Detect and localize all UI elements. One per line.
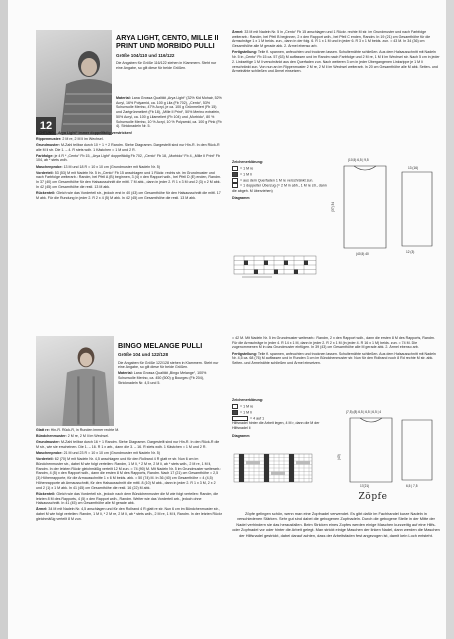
aermel-text: 34 M mit Nadeln Nr. 4,5 anschlagen und für den Rollrand 4 R glatt re str. Nun 6 cm im Bündchenmuster str., dabei M wie folgt verteilen: Randm, 1 M li, * 2 M re, 2 M li, ab * stets wdh., 2 M re, 1 M li, Randm. In der letzten Rückr gleichmäßig verteilt 8 M zun. — [36, 507, 222, 521]
aermel-continued-paragraph: = 42 M. Mit Nadeln Nr. 5 im Grundmuster weiterarb.: Randm, 2 x den Rapport wdh., dann die ersten 8 M des Rapports, Randm. Für die Armschräge in jeder 4. R 14 x 1 M, dann in jeder 2. R 2 x 1 M (in jeder 4. R 16 x 1 M) beids. zun. = 74 M. Die zugenommenen M in das Grundmuster einfügen. In 39 (43) cm Gesamthöhe alle M gerade abk. 2. Ärmel ebenso arb. — [232, 336, 435, 350]
grundmuster-label: Grundmuster: — [36, 440, 60, 445]
legend-title: Zeichenerklärung: — [232, 398, 264, 402]
vorderteil-label: Vorderteil: — [36, 457, 54, 462]
legend-text: = 1 M re — [240, 403, 254, 408]
article-bingo-body — [36, 428, 222, 523]
glatt-re-label: Glatt re: — [36, 428, 50, 432]
article-arya-right-column — [232, 30, 440, 75]
vorderteil-paragraph — [36, 171, 222, 190]
legend-item — [232, 172, 328, 177]
aermel-label: Ärmel: — [232, 30, 244, 34]
rueckenteil-text: Gleich wie das Vorderteil str., jedoch nach dem Bündchenmuster die M wie folgt verteilen: Randm, die letzten 8 M des Rapports, 4 (5) x den Rapport wdh., Randm. Weiter wie das Vorderteil arb., jedoch ohne Halsausschnitt. In 41 (45) cm Gesamthöhe alle M gerade abk. — [36, 491, 219, 506]
legend-item — [232, 404, 328, 409]
farbfolge-label: Farbfolge: — [36, 153, 54, 158]
knit-symbol-icon — [232, 166, 238, 171]
schematic-height-label: (37) 34 — [331, 201, 335, 212]
maschenprobe-paragraph — [36, 165, 222, 170]
aermel-label: Ärmel: — [36, 507, 48, 512]
article-title: ARYA LIGHT, CENTO, MILLE II PRINT UND MORBIDO PULLI — [116, 33, 219, 51]
legend-arya — [232, 160, 328, 202]
vorderteil-label: Vorderteil: — [36, 170, 54, 175]
diagram-title: Diagramm — [232, 196, 250, 201]
fertigstellung-paragraph — [232, 352, 440, 366]
zoepfe-text: Zöpfe gelingen schön, wenn man eine Zopfnadel verwendet. Es gibt dafür im Fachhandel kurze Nadeln in verschiedenen Stärken. Sehr gut sind dabei die gebogenen Zopfnadeln. Durch die gebogene Stelle in der Mitte der Nadel verhindern sie das herausfallen. Beim Stricken eines Zopfes werden einige Maschen kurzzeitig auf eine Hilfs- oder Zopfnadel vor oder hinter die Arbeit gelegt. Man strickt einige Maschen der linken Nadel, dann werden die Maschen der Hilfsnadel gestrickt, dabei darauf achten, dass der Arbeitsfaden fest angezogen ist, damit kein Loch entsteht. — [232, 511, 440, 538]
glatt-re-paragraph — [36, 428, 222, 433]
material-text: Lana Grossa Qualität „Arya Light“ (32% Kid Mohair, 52% Acryl, 16% Polyamid, ca. 100 g Lila (Fb 702), „Cento“, 53% Schurwolle Merino, 47% Acryl, je ca. 100 g Grünmeliert (Fb 15) und Zartgrünmeliert (Fb 18), „Mille II Print“, 50% Merino extrafein, 50% Acryl, ca. 100 g Lilameliert (Fb 104) und „Morbido“, 80 % Schurwolle Merino, 10 % Acryl, 10 % Polyamid, ca. 100 g Pink (Fb 4). Stricknadeln Nr. 5. — [116, 96, 222, 129]
material-label: Material: — [116, 96, 131, 100]
maschenprobe-label: Maschenprobe: — [36, 451, 63, 456]
article-arya-header — [116, 34, 222, 72]
material-paragraph — [116, 96, 222, 129]
aermel-paragraph — [232, 30, 440, 49]
legend-text: = 1 doppelter Überzug (= 2 M in abh., 1 M re str., dann die abgeh. M überziehen) — [232, 183, 327, 193]
legend-title: Zeichenerklärung: — [232, 160, 264, 164]
schematic-height-label: (43) — [337, 454, 341, 460]
rippenmuster-text: 2 M re, 2 M li im Wechsel. — [62, 136, 104, 141]
chart-diagram-arya — [232, 252, 322, 282]
schematic-width-label: 17(21) — [360, 484, 370, 488]
schematic-arya — [330, 152, 442, 258]
aermel-paragraph — [36, 507, 222, 521]
rueckenteil-paragraph — [36, 191, 222, 200]
achtung-text: ACHTUNG: „Arya Light“ immer doppelfädig verstricken! — [36, 130, 133, 135]
buendchen-label: Bündchenmuster: — [36, 434, 67, 439]
glatt-re-text: Hin-R. Rück-R, in Runden immer rechte M. — [50, 428, 120, 432]
achtung-note — [36, 131, 222, 136]
grundmuster-paragraph — [36, 143, 222, 152]
cable-symbol-icon — [232, 416, 248, 421]
fertigstellung-label: Fertigstellung: — [232, 351, 257, 356]
material-paragraph — [118, 371, 222, 385]
schematic-sleeve-width-label: 13 (16) — [408, 166, 419, 170]
rueckenteil-label: Rückenteil: — [36, 190, 56, 195]
fertigstellung-label: Fertigstellung: — [232, 50, 257, 55]
diagram-title: Diagramm — [232, 433, 250, 438]
photo-bingo-pulli — [36, 336, 114, 426]
farbfolge-paragraph — [36, 154, 222, 163]
buendchen-paragraph — [36, 434, 222, 439]
grundmuster-label: Grundmuster: — [36, 142, 60, 147]
vorderteil-text: 62 (70) M mit Nadeln Nr. 4,5 anschlagen und für den Rollrand 4 R glatt re str. Nun 6 cm im Bündchenmuster str., dabei M wie folgt verteilen: Randm, 1 M li, * 2 M re, 2 M li, ab * stets wdh., 2 M re, 1 M li, Randm. In der letzten Rückr gleichmäßig verteilt 12 M zun. = 74 (90) M. Mit Nadeln Nr. 5 im Grundmuster weiterarb.: Randm, 4 (5) x den Rapport wdh., dann die ersten 8 M des Rapports, Randm. Nach 17 (21) cm Gesamthöhe = 2,5 (3) Höhenrapporte, für die Armausschnitte 1 x 6 M beids. abk. = 50 (74) M. In 36 (40) cm Gesamthöhe = 4 (4,5) Höhenrapporte ab Armausschnitt, für den Halsausschnitt die mittl. 8 (10) M abk., dann in jeder 2. R 1 x 3 M, 2 x 2 und 2 (1) x 1 M abk. In 41 (45) cm Gesamthöhe die restl. 16 (22) M abk. — [36, 457, 222, 490]
article-arya-body — [36, 96, 222, 202]
legend-item — [232, 183, 328, 193]
purl-symbol-icon — [232, 410, 238, 415]
material-label: Material: — [118, 371, 133, 376]
maschenprobe-paragraph — [36, 451, 222, 456]
article-bingo-header — [118, 342, 222, 387]
article-sizes: Größe 104 und 122/128 — [118, 352, 169, 358]
legend-text: = aus dem Querfaden 1 M re verschränkt zun. — [240, 177, 314, 182]
legend-text: = 1 M re — [240, 165, 254, 170]
legend-item — [232, 178, 328, 183]
schematic-top-label: (7,5) (8) 6,5 | 6,5 | 6,5 | 4 — [346, 410, 382, 414]
schematic-bingo — [336, 404, 442, 488]
schematic-top-label: (10,5) 6,5 | 9,5 — [348, 158, 369, 162]
grundmuster-text: M-Zahl teilbar durch 10 + 1 + 2 Randm. Siehe Diagramm. Dargestellt sind nur Hin-R. In den Rück-R alle M li str. Die 1. – 4. R stets wdh. 1 Kästchen = 1 M und 2 R. — [36, 142, 220, 152]
aermel-text: 33 M mit Nadeln Nr. 5 in „Cento“ Fb 15 anschlagen und 1 Rückr. rechte M str. im Grundmuster und nach Farbfolge weiterarb.: Randm, bei Pfeil B beginnen, 2 x den Rapport wdh., bei Pfeil C enden, Randm. In 19 (21) cm Gesamthöhe für die Armschräge 1 x 1 M beids. zun., dann in der folg. 6. R 1 x 1 M und in jeder 6. R 3 x 1 M beids. zun. = 43 M. In 34 (36) cm Gesamthöhe alle M gerade abk. 2. Ärmel ebenso arb. — [232, 30, 431, 49]
legend-item — [232, 416, 328, 421]
legend-item — [232, 166, 328, 171]
zoepfe-title: Zöpfe — [358, 492, 388, 502]
maschenprobe-text: 13 M und 18 R = 10 x 10 cm (Grundmuster mit Nadeln Nr. 5) — [63, 164, 160, 169]
vorderteil-text: 53 (53) M mit Nadeln Nr. 5 in „Cento“ Fb 15 anschlagen und 1 Rückr. rechts str. im Grundmuster und nach Farbfolge weiterarb.: Randm, bei Pfeil A (B) beginnen, 3 (4) x den Rapport wdh., bei Pfeil D (E) enden, Randm. In 37 (40) cm Gesamthöhe für den Halsausschnitt die mittl. 7 M abk., dann in jeder 2. R 1 x 3 M und 2 (3) x 2 M abk. In 42 (45) cm Gesamthöhe die restl. 13 M abk. — [36, 170, 221, 189]
fertigstellung-paragraph — [232, 50, 440, 74]
fertigstellung-text: Teile fl. spannen, anfeuchten und trocknen lassen. Schulternähte schließen. Aus dem Halsausschnitt mit Nadeln Nr. 4,5 ca. 68 (76) M auffassen und in Runden 3 cm im Bündchenmuster str. Nun für den Rollrand noch 8 Rd rechte M str. abk. Seiten- und Ärmelnähte schließen und Ärmel einsetzen. — [232, 351, 436, 366]
article-intro: Die Angaben für Größe 122/128 stehen in Klammern. Steht nur eine Angabe, so gilt diese für beide Größen. — [118, 360, 219, 370]
purl-symbol-icon — [232, 172, 238, 177]
schematic-sleeve-bottom-label: 6,5 | 7,5 — [406, 484, 418, 488]
farbfolge-text: je 4 R * „Cento“ Fb 15, „Arya Light“ doppelfädig Fb 702, „Cento“ Fb 18, „Morbido“ Fb 4, „Mille II Print“ Fb 104, ab * stets wdh. — [36, 153, 220, 163]
legend-text: = 4 auf 1 — [250, 415, 265, 420]
material-text: Lana Grossa Qualität „Bingo Melange“, 100% Schurwolle Merino, ca. 450 (500) g Bourgeu (Fb 204), Stricknadeln Nr. 4,5 und 5. — [118, 371, 207, 385]
legend-text: = 1 M li — [240, 171, 252, 176]
legend-item: Hilfsnadel hinter die Arbeit legen, 4 M r, dann die M der Hilfsnadel li — [232, 421, 320, 431]
maschenprobe-label: Maschenprobe: — [36, 164, 63, 169]
maschenprobe-text: 21 M und 23 R = 10 x 10 cm (Grundmuster mit Nadeln Nr. 5) — [63, 451, 160, 456]
schematic-width-label: (40,5) 40 — [356, 252, 369, 256]
rueckenteil-paragraph — [36, 492, 222, 506]
vorderteil-paragraph — [36, 457, 222, 490]
page-number-badge: 12 — [36, 117, 56, 135]
legend-bingo — [232, 398, 328, 439]
page-edge-left — [0, 0, 8, 639]
child-figure-illustration — [56, 342, 114, 426]
grundmuster-text: M-Zahl teilbar durch 16 + 1 Randm. Siehe Diagramm. Dargestellt sind nur Hin-R. In den Rück-R die M str., wie sie erscheinen. Die 1. – 16. R 1 x arb., dann die 3. – 16. R stets wdh. 1 Kästchen = 1 M und 2 R. — [36, 440, 220, 449]
page-edge-right — [446, 0, 454, 639]
article-sizes: Größe 104/110 und 116/122 — [116, 52, 175, 58]
article-title: BINGO MELANGE PULLI — [118, 341, 203, 350]
article-bingo-right-column — [232, 336, 440, 367]
knit-symbol-icon — [232, 404, 238, 409]
grundmuster-paragraph — [36, 440, 222, 449]
legend-text: = 1 M li — [240, 409, 252, 414]
rueckenteil-text: Gleich wie das Vorderteil str., jedoch erst in 40 (43) cm Gesamthöhe für den Halsausschnitt die mittl. 17 M abk. Für die Rundung in jeder 2. R 2 x 4 (5) M abk. In 42 (45) cm Gesamthöhe die restl. 13 M abk. — [36, 190, 221, 200]
rippenmuster-paragraph — [36, 137, 222, 142]
legend-item — [232, 410, 328, 415]
increase-symbol-icon — [232, 178, 238, 183]
rueckenteil-label: Rückenteil: — [36, 491, 56, 496]
article-intro: Die Angaben für Größe 116/122 stehen in Klammern. Steht nur eine Angabe, so gilt diese für beide Größen. — [116, 61, 217, 70]
schematic-sleeve-bottom-label: 12 (3) — [406, 250, 415, 254]
buendchen-text: 2 M re, 2 M li im Wechsel. — [67, 434, 110, 439]
rippenmuster-label: Rippenmuster: — [36, 136, 62, 141]
fertigstellung-text: Teile fl. spannen, anfeuchten und trocknen lassen. Schulternähte schließen. Aus dem Halsausschnitt mit Nadeln Nr. 5 in „Cento“ Fb 15 ca. 57 (63) M auffassen und im Randm nach Farbfolge und 2 M re, 1 M li im Wechsel str. Nach 5 cm in jeder 2. Linkseitige 1 M li verschränkt aus den Querfaden zun. Nach weiteren 3 cm in jeder Übergangenen Linksrippe je 1 M li verschränkt zun. Von nun an im Rippenmuster 2 M re, 2 M li im Wechsel weiterarb. In 20 cm Gesamthöhe alle M abk. Seiten- und Ärmelnähte schließen und Ärmel einsetzen. — [232, 50, 440, 74]
chart-diagram-bingo — [232, 452, 316, 488]
